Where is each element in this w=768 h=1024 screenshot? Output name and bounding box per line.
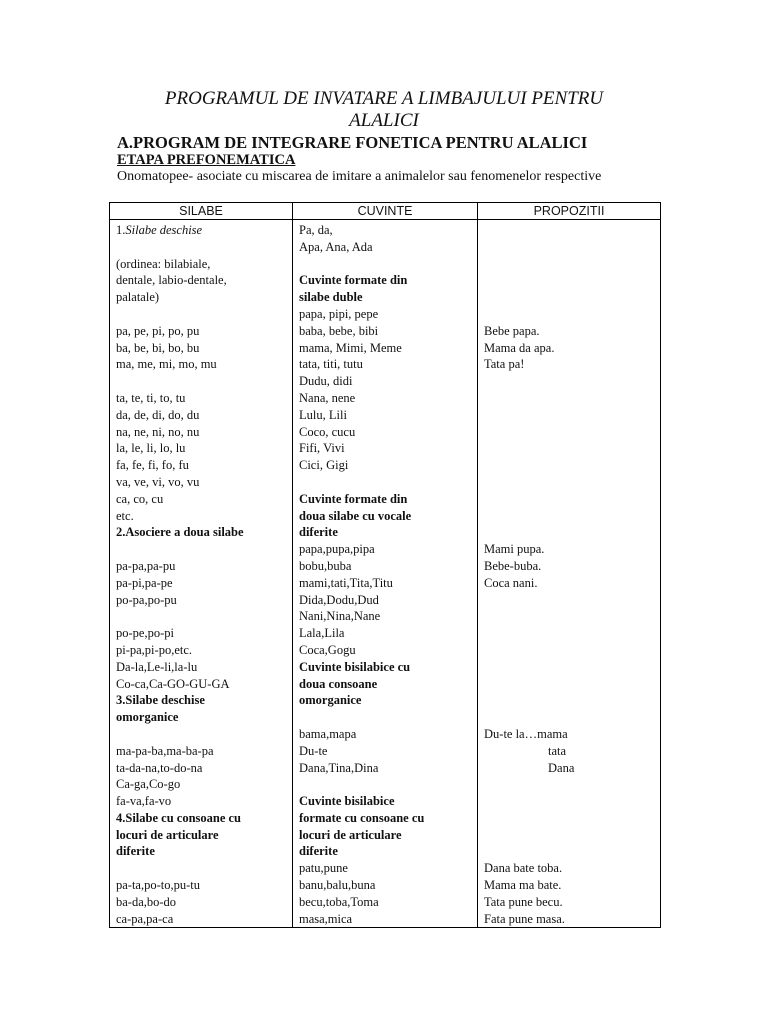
cuvinte-line: papa, pipi, pepe [299, 306, 379, 321]
header-propozitii: PROPOZITII [478, 203, 661, 220]
propozitii-line: Dana bate toba. [484, 861, 563, 876]
cuvinte-line: Lala,Lila [299, 626, 345, 641]
propozitii-line: Bebe papa. [484, 323, 540, 338]
silabe-line: locuri de articulare [116, 827, 219, 842]
propozitii-line [484, 474, 660, 491]
cuvinte-line: Apa, Ana, Ada [299, 239, 373, 254]
propozitii-line [484, 592, 660, 609]
silabe-line [116, 239, 292, 256]
silabe-line-label: Silabe deschise [125, 223, 203, 237]
silabe-line: la, le, li, lo, lu [116, 441, 186, 456]
propozitii-line: Mami pupa. [484, 542, 545, 557]
propozitii-line [484, 373, 660, 390]
cuvinte-line: doua silabe cu vocale [299, 508, 412, 523]
cuvinte-line: becu,toba,Toma [299, 894, 379, 909]
section-heading: A.PROGRAM DE INTEGRARE FONETICA PENTRU ALALICI [117, 133, 588, 152]
cuvinte-line: Cuvinte bisilabice [299, 794, 395, 809]
silabe-line: ba-da,bo-do [116, 894, 177, 909]
cuvinte-line: patu,pune [299, 861, 348, 876]
table-header-row [110, 203, 661, 220]
propozitii-line [484, 827, 660, 844]
silabe-column [110, 220, 293, 928]
silabe-line: palatale) [116, 290, 160, 305]
propozitii-line [484, 222, 660, 239]
silabe-line [116, 608, 292, 625]
silabe-line: va, ve, vi, vo, vu [116, 474, 200, 489]
cuvinte-line: silabe duble [299, 290, 363, 305]
silabe-line: pa-pi,pa-pe [116, 575, 173, 590]
cuvinte-line: banu,balu,buna [299, 878, 376, 893]
title-line-2: ALALICI [349, 110, 419, 131]
propozitii-line [484, 440, 660, 457]
cuvinte-line [299, 776, 477, 793]
silabe-line: Ca-ga,Co-go [116, 777, 181, 792]
silabe-line: da, de, di, do, du [116, 407, 200, 422]
cuvinte-line [299, 709, 477, 726]
silabe-line [116, 541, 292, 558]
cuvinte-line [299, 256, 477, 273]
silabe-line: Da-la,Le-li,la-lu [116, 659, 198, 674]
propozitii-line [484, 625, 660, 642]
cuvinte-column [293, 220, 478, 928]
propozitii-line [484, 642, 660, 659]
propozitii-line [484, 239, 660, 256]
silabe-line: dentale, labio-dentale, [116, 273, 227, 288]
propozitii-line [484, 424, 660, 441]
cuvinte-line: Dana,Tina,Dina [299, 760, 379, 775]
program-table [109, 202, 661, 928]
propozitii-line [484, 810, 660, 827]
stage-heading: ETAPA PREFONEMATICA [117, 152, 296, 168]
cuvinte-line: diferite [299, 525, 338, 540]
cuvinte-line: papa,pupa,pipa [299, 542, 375, 557]
header-silabe: SILABE [110, 203, 293, 220]
silabe-line: po-pe,po-pi [116, 626, 174, 641]
propozitii-line [484, 491, 660, 508]
cuvinte-line: Du-te [299, 743, 328, 758]
cuvinte-line: bobu,buba [299, 558, 352, 573]
cuvinte-line: Nani,Nina,Nane [299, 609, 381, 624]
silabe-line-number: 1. [116, 223, 126, 237]
silabe-line: fa, fe, fi, fo, fu [116, 458, 189, 473]
cuvinte-line: Cuvinte bisilabice cu [299, 659, 411, 674]
propozitii-line [484, 289, 660, 306]
silabe-line [116, 726, 292, 743]
silabe-line: 4.Silabe cu consoane cu [116, 810, 242, 825]
propozitii-line: Fata pune masa. [484, 911, 565, 926]
propozitii-line: Dana [548, 760, 575, 775]
propozitii-line: Coca nani. [484, 575, 538, 590]
propozitii-line [484, 306, 660, 323]
propozitii-line [484, 793, 660, 810]
silabe-line: 3.Silabe deschise [116, 693, 205, 708]
cuvinte-line: Fifi, Vivi [299, 441, 345, 456]
propozitii-line [484, 272, 660, 289]
title-line-1: PROGRAMUL DE INVATARE A LIMBAJULUI PENTRU [164, 88, 604, 109]
silabe-line: pa-ta,po-to,pu-tu [116, 878, 201, 893]
propozitii-line [484, 692, 660, 709]
silabe-line: 2.Asociere a doua silabe [116, 525, 244, 540]
silabe-line [116, 373, 292, 390]
propozitii-line [484, 457, 660, 474]
cuvinte-line: omorganice [299, 693, 362, 708]
cuvinte-line: mama, Mimi, Meme [299, 340, 402, 355]
cuvinte-line: Cuvinte formate din [299, 273, 408, 288]
silabe-line [116, 222, 292, 239]
silabe-line: ta-da-na,to-do-na [116, 760, 203, 775]
cuvinte-line: Dida,Dodu,Dud [299, 592, 379, 607]
silabe-line: fa-va,fa-vo [116, 794, 172, 809]
propozitii-line: Mama da apa. [484, 340, 555, 355]
propozitii-line [484, 390, 660, 407]
propozitii-line: Bebe-buba. [484, 558, 542, 573]
propozitii-line: Du-te la…mama [484, 726, 568, 741]
silabe-line [116, 860, 292, 877]
cuvinte-line: doua consoane [299, 676, 378, 691]
propozitii-line [484, 407, 660, 424]
cuvinte-line: Coca,Gogu [299, 642, 356, 657]
cuvinte-line: locuri de articulare [299, 827, 402, 842]
silabe-line: na, ne, ni, no, nu [116, 424, 200, 439]
silabe-line: pi-pa,pi-po,etc. [116, 642, 193, 657]
silabe-line: Co-ca,Ca-GO-GU-GA [116, 676, 230, 691]
propozitii-line [484, 659, 660, 676]
silabe-line: ma-pa-ba,ma-ba-pa [116, 743, 214, 758]
cuvinte-line: formate cu consoane cu [299, 810, 425, 825]
cuvinte-line: mami,tati,Tita,Titu [299, 575, 393, 590]
silabe-line: etc. [116, 508, 134, 523]
propozitii-line [484, 256, 660, 273]
propozitii-line [484, 508, 660, 525]
cuvinte-line: Dudu, didi [299, 374, 353, 389]
cuvinte-line: Cuvinte formate din [299, 491, 408, 506]
silabe-line: ba, be, bi, bo, bu [116, 340, 200, 355]
propozitii-line: Tata pune becu. [484, 894, 563, 909]
propozitii-line [484, 608, 660, 625]
propozitii-line [484, 524, 660, 541]
silabe-line: ca, co, cu [116, 491, 164, 506]
header-cuvinte: CUVINTE [293, 203, 478, 220]
silabe-line: omorganice [116, 710, 179, 725]
silabe-line: ma, me, mi, mo, mu [116, 357, 217, 372]
cuvinte-line: bama,mapa [299, 726, 357, 741]
silabe-line: ca-pa,pa-ca [116, 911, 174, 926]
cuvinte-line: Lulu, Lili [299, 407, 347, 422]
propozitii-line [484, 709, 660, 726]
propozitii-line: Tata pa! [484, 357, 525, 372]
silabe-line: pa, pe, pi, po, pu [116, 323, 200, 338]
propozitii-line [484, 776, 660, 793]
silabe-line: ta, te, ti, to, tu [116, 390, 186, 405]
propozitii-line: Mama ma bate. [484, 878, 562, 893]
propozitii-line [484, 676, 660, 693]
document-title [110, 88, 658, 132]
cuvinte-line: Nana, nene [299, 390, 356, 405]
table-row [110, 220, 661, 928]
silabe-line: pa-pa,pa-pu [116, 558, 176, 573]
cuvinte-line: diferite [299, 844, 338, 859]
cuvinte-line: Pa, da, [299, 223, 333, 237]
silabe-line: (ordinea: bilabiale, [116, 256, 211, 271]
propozitii-line: tata [548, 743, 567, 758]
cuvinte-line: Coco, cucu [299, 424, 356, 439]
silabe-line [116, 306, 292, 323]
cuvinte-line [299, 474, 477, 491]
silabe-line: diferite [116, 844, 155, 859]
propozitii-column [478, 220, 661, 928]
silabe-line: po-pa,po-pu [116, 592, 177, 607]
cuvinte-line: baba, bebe, bibi [299, 323, 379, 338]
cuvinte-line: tata, titi, tutu [299, 357, 363, 372]
intro-text: Onomatopee- asociate cu miscarea de imitare a animalelor sau fenomenelor respective [117, 169, 602, 184]
propozitii-line [484, 843, 660, 860]
cuvinte-line: Cici, Gigi [299, 458, 349, 473]
cuvinte-line: masa,mica [299, 911, 353, 926]
